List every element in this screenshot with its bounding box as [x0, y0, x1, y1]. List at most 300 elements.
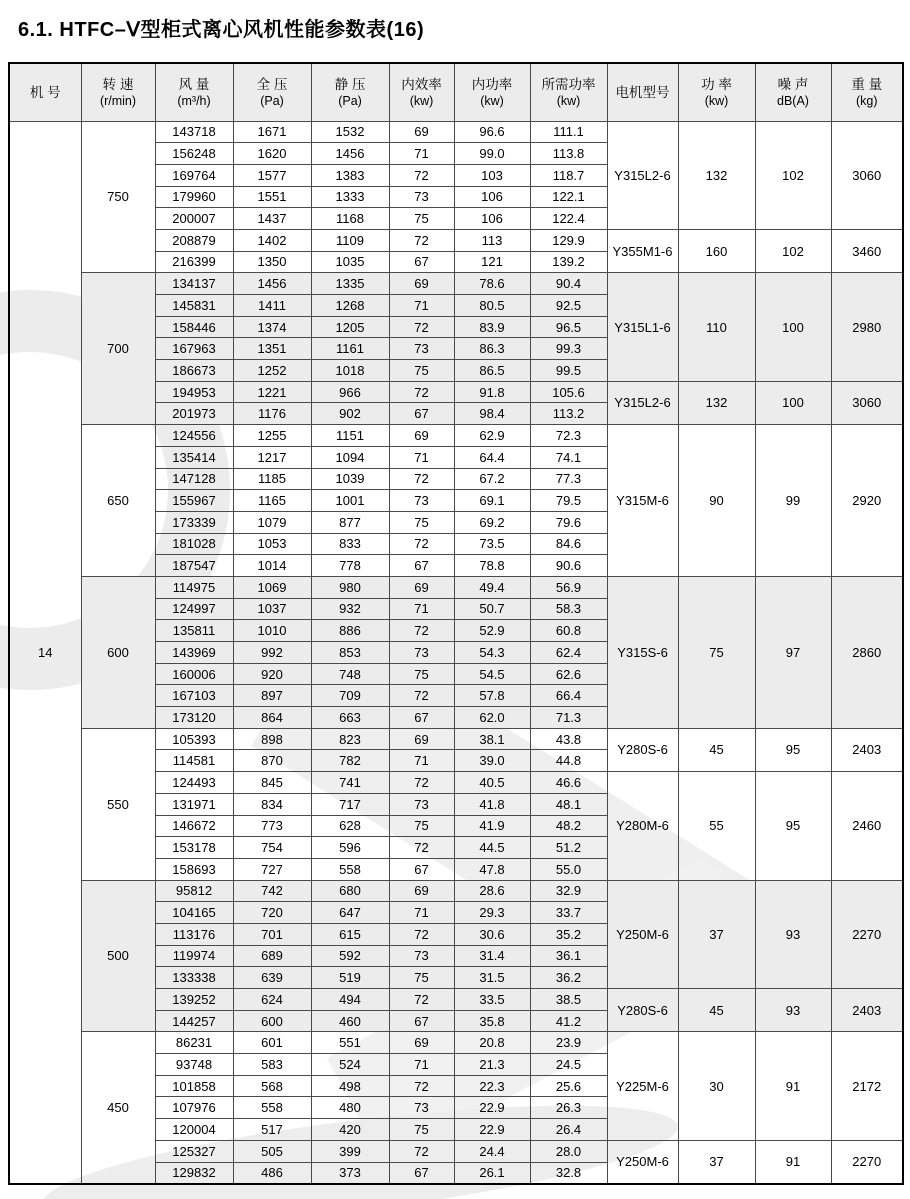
motor-weight-cell: 2403 [831, 728, 903, 771]
required-power-cell: 46.6 [530, 772, 607, 794]
column-header-name: 内效率 [401, 76, 442, 92]
table-row [9, 273, 903, 295]
column-header-internal-power [454, 63, 530, 121]
internal-efficiency-cell: 69 [389, 425, 454, 447]
motor-weight-cell: 3060 [831, 381, 903, 424]
total-pressure-cell: 701 [233, 923, 311, 945]
internal-efficiency-cell: 71 [389, 750, 454, 772]
required-power-cell: 96.5 [530, 316, 607, 338]
total-pressure-cell: 1411 [233, 295, 311, 317]
static-pressure-cell: 782 [311, 750, 389, 772]
static-pressure-cell: 420 [311, 1119, 389, 1141]
required-power-cell: 28.0 [530, 1140, 607, 1162]
air-volume-cell: 134137 [155, 273, 233, 295]
air-volume-cell: 146672 [155, 815, 233, 837]
air-volume-cell: 158446 [155, 316, 233, 338]
internal-efficiency-cell: 69 [389, 880, 454, 902]
motor-model-cell: Y280M-6 [607, 772, 678, 880]
required-power-cell: 139.2 [530, 251, 607, 273]
air-volume-cell: 167963 [155, 338, 233, 360]
internal-efficiency-cell: 67 [389, 858, 454, 880]
total-pressure-cell: 1351 [233, 338, 311, 360]
required-power-cell: 35.2 [530, 923, 607, 945]
internal-power-cell: 121 [454, 251, 530, 273]
total-pressure-cell: 845 [233, 772, 311, 794]
header-row [9, 63, 903, 121]
motor-power-cell: 37 [678, 880, 755, 988]
static-pressure-cell: 592 [311, 945, 389, 967]
motor-power-cell: 30 [678, 1032, 755, 1140]
static-pressure-cell: 932 [311, 598, 389, 620]
column-header-unit: (kg) [855, 93, 878, 108]
required-power-cell: 26.4 [530, 1119, 607, 1141]
motor-noise-cell: 100 [755, 381, 831, 424]
air-volume-cell: 93748 [155, 1054, 233, 1076]
column-header-name: 电机型号 [615, 84, 670, 100]
table-row [9, 425, 903, 447]
total-pressure-cell: 1165 [233, 490, 311, 512]
static-pressure-cell: 480 [311, 1097, 389, 1119]
internal-efficiency-cell: 75 [389, 815, 454, 837]
internal-efficiency-cell: 75 [389, 511, 454, 533]
air-volume-cell: 120004 [155, 1119, 233, 1141]
internal-efficiency-cell: 71 [389, 1054, 454, 1076]
required-power-cell: 36.1 [530, 945, 607, 967]
air-volume-cell: 133338 [155, 967, 233, 989]
motor-model-cell: Y315L2-6 [607, 121, 678, 229]
static-pressure-cell: 1532 [311, 121, 389, 143]
internal-power-cell: 29.3 [454, 902, 530, 924]
air-volume-cell: 101858 [155, 1075, 233, 1097]
air-volume-cell: 104165 [155, 902, 233, 924]
column-header-weight [831, 63, 903, 121]
air-volume-cell: 135414 [155, 446, 233, 468]
total-pressure-cell: 742 [233, 880, 311, 902]
motor-weight-cell: 2270 [831, 1140, 903, 1183]
static-pressure-cell: 1168 [311, 208, 389, 230]
internal-power-cell: 67.2 [454, 468, 530, 490]
static-pressure-cell: 966 [311, 381, 389, 403]
air-volume-cell: 201973 [155, 403, 233, 425]
air-volume-cell: 167103 [155, 685, 233, 707]
air-volume-cell: 95812 [155, 880, 233, 902]
motor-noise-cell: 100 [755, 273, 831, 381]
air-volume-cell: 144257 [155, 1010, 233, 1032]
internal-efficiency-cell: 69 [389, 121, 454, 143]
fan-performance-table [8, 62, 904, 1185]
internal-power-cell: 21.3 [454, 1054, 530, 1076]
total-pressure-cell: 1456 [233, 273, 311, 295]
table-body [9, 121, 903, 1184]
column-header-noise [755, 63, 831, 121]
required-power-cell: 44.8 [530, 750, 607, 772]
internal-efficiency-cell: 72 [389, 316, 454, 338]
static-pressure-cell: 748 [311, 663, 389, 685]
internal-power-cell: 113 [454, 229, 530, 251]
static-pressure-cell: 460 [311, 1010, 389, 1032]
column-header-unit: (kw) [704, 93, 729, 108]
air-volume-cell: 143718 [155, 121, 233, 143]
internal-efficiency-cell: 72 [389, 381, 454, 403]
internal-efficiency-cell: 72 [389, 468, 454, 490]
air-volume-cell: 181028 [155, 533, 233, 555]
required-power-cell: 72.3 [530, 425, 607, 447]
column-header-motor-model [607, 63, 678, 121]
internal-efficiency-cell: 75 [389, 967, 454, 989]
column-header-name: 重 量 [851, 76, 883, 92]
internal-power-cell: 38.1 [454, 728, 530, 750]
motor-model-cell: Y315L2-6 [607, 381, 678, 424]
column-header-name: 所需功率 [541, 76, 596, 92]
internal-power-cell: 47.8 [454, 858, 530, 880]
internal-power-cell: 41.8 [454, 793, 530, 815]
motor-power-cell: 75 [678, 576, 755, 728]
internal-power-cell: 69.2 [454, 511, 530, 533]
required-power-cell: 105.6 [530, 381, 607, 403]
motor-weight-cell: 2172 [831, 1032, 903, 1140]
motor-model-cell: Y315L1-6 [607, 273, 678, 381]
static-pressure-cell: 1151 [311, 425, 389, 447]
motor-model-cell: Y225M-6 [607, 1032, 678, 1140]
required-power-cell: 90.6 [530, 555, 607, 577]
static-pressure-cell: 558 [311, 858, 389, 880]
internal-power-cell: 62.0 [454, 707, 530, 729]
static-pressure-cell: 519 [311, 967, 389, 989]
static-pressure-cell: 823 [311, 728, 389, 750]
required-power-cell: 32.8 [530, 1162, 607, 1184]
internal-power-cell: 106 [454, 208, 530, 230]
motor-noise-cell: 91 [755, 1140, 831, 1183]
internal-power-cell: 30.6 [454, 923, 530, 945]
static-pressure-cell: 663 [311, 707, 389, 729]
motor-noise-cell: 102 [755, 121, 831, 229]
required-power-cell: 84.6 [530, 533, 607, 555]
total-pressure-cell: 1014 [233, 555, 311, 577]
internal-power-cell: 22.9 [454, 1119, 530, 1141]
internal-power-cell: 78.6 [454, 273, 530, 295]
required-power-cell: 24.5 [530, 1054, 607, 1076]
motor-weight-cell: 2860 [831, 576, 903, 728]
total-pressure-cell: 1185 [233, 468, 311, 490]
motor-model-cell: Y280S-6 [607, 728, 678, 771]
static-pressure-cell: 680 [311, 880, 389, 902]
total-pressure-cell: 517 [233, 1119, 311, 1141]
air-volume-cell: 160006 [155, 663, 233, 685]
internal-power-cell: 22.9 [454, 1097, 530, 1119]
air-volume-cell: 124997 [155, 598, 233, 620]
required-power-cell: 48.1 [530, 793, 607, 815]
speed-cell: 700 [81, 273, 155, 425]
required-power-cell: 25.6 [530, 1075, 607, 1097]
static-pressure-cell: 717 [311, 793, 389, 815]
total-pressure-cell: 1671 [233, 121, 311, 143]
motor-power-cell: 45 [678, 728, 755, 771]
column-header-name: 静 压 [334, 76, 366, 92]
column-header-name: 功 率 [701, 76, 732, 92]
page-title: 6.1. HTFC–Ⅴ型柜式离心风机性能参数表(16) [18, 19, 425, 41]
internal-efficiency-cell: 75 [389, 1119, 454, 1141]
column-header-power [678, 63, 755, 121]
required-power-cell: 48.2 [530, 815, 607, 837]
static-pressure-cell: 1001 [311, 490, 389, 512]
required-power-cell: 113.8 [530, 143, 607, 165]
total-pressure-cell: 486 [233, 1162, 311, 1184]
air-volume-cell: 156248 [155, 143, 233, 165]
air-volume-cell: 145831 [155, 295, 233, 317]
internal-efficiency-cell: 72 [389, 772, 454, 794]
internal-efficiency-cell: 75 [389, 663, 454, 685]
total-pressure-cell: 920 [233, 663, 311, 685]
air-volume-cell: 158693 [155, 858, 233, 880]
motor-weight-cell: 2920 [831, 425, 903, 577]
internal-power-cell: 33.5 [454, 989, 530, 1011]
static-pressure-cell: 886 [311, 620, 389, 642]
internal-power-cell: 39.0 [454, 750, 530, 772]
total-pressure-cell: 558 [233, 1097, 311, 1119]
required-power-cell: 79.6 [530, 511, 607, 533]
required-power-cell: 23.9 [530, 1032, 607, 1054]
internal-efficiency-cell: 72 [389, 837, 454, 859]
motor-power-cell: 160 [678, 229, 755, 272]
internal-power-cell: 44.5 [454, 837, 530, 859]
air-volume-cell: 139252 [155, 989, 233, 1011]
required-power-cell: 32.9 [530, 880, 607, 902]
motor-noise-cell: 97 [755, 576, 831, 728]
column-header-unit: (kw) [480, 93, 504, 108]
static-pressure-cell: 498 [311, 1075, 389, 1097]
total-pressure-cell: 689 [233, 945, 311, 967]
internal-power-cell: 54.3 [454, 642, 530, 664]
required-power-cell: 58.3 [530, 598, 607, 620]
column-header-name: 噪 声 [777, 76, 809, 92]
total-pressure-cell: 1577 [233, 164, 311, 186]
total-pressure-cell: 1221 [233, 381, 311, 403]
internal-power-cell: 22.3 [454, 1075, 530, 1097]
required-power-cell: 51.2 [530, 837, 607, 859]
internal-efficiency-cell: 69 [389, 273, 454, 295]
internal-power-cell: 86.3 [454, 338, 530, 360]
air-volume-cell: 125327 [155, 1140, 233, 1162]
internal-efficiency-cell: 69 [389, 1032, 454, 1054]
internal-power-cell: 106 [454, 186, 530, 208]
required-power-cell: 43.8 [530, 728, 607, 750]
internal-efficiency-cell: 72 [389, 1075, 454, 1097]
required-power-cell: 79.5 [530, 490, 607, 512]
table-row [9, 576, 903, 598]
motor-model-cell: Y355M1-6 [607, 229, 678, 272]
internal-power-cell: 52.9 [454, 620, 530, 642]
required-power-cell: 66.4 [530, 685, 607, 707]
internal-power-cell: 28.6 [454, 880, 530, 902]
motor-power-cell: 90 [678, 425, 755, 577]
air-volume-cell: 129832 [155, 1162, 233, 1184]
static-pressure-cell: 1268 [311, 295, 389, 317]
internal-efficiency-cell: 73 [389, 793, 454, 815]
internal-efficiency-cell: 73 [389, 1097, 454, 1119]
internal-power-cell: 64.4 [454, 446, 530, 468]
speed-cell: 450 [81, 1032, 155, 1184]
internal-power-cell: 86.5 [454, 360, 530, 382]
air-volume-cell: 107976 [155, 1097, 233, 1119]
internal-efficiency-cell: 67 [389, 555, 454, 577]
internal-efficiency-cell: 73 [389, 186, 454, 208]
air-volume-cell: 147128 [155, 468, 233, 490]
internal-power-cell: 96.6 [454, 121, 530, 143]
column-header-air-volume [155, 63, 233, 121]
internal-power-cell: 57.8 [454, 685, 530, 707]
required-power-cell: 41.2 [530, 1010, 607, 1032]
motor-noise-cell: 91 [755, 1032, 831, 1140]
static-pressure-cell: 1094 [311, 446, 389, 468]
static-pressure-cell: 980 [311, 576, 389, 598]
static-pressure-cell: 1161 [311, 338, 389, 360]
air-volume-cell: 194953 [155, 381, 233, 403]
required-power-cell: 62.4 [530, 642, 607, 664]
internal-power-cell: 24.4 [454, 1140, 530, 1162]
internal-power-cell: 80.5 [454, 295, 530, 317]
internal-efficiency-cell: 73 [389, 945, 454, 967]
required-power-cell: 122.4 [530, 208, 607, 230]
motor-weight-cell: 2403 [831, 989, 903, 1032]
internal-efficiency-cell: 67 [389, 251, 454, 273]
air-volume-cell: 208879 [155, 229, 233, 251]
total-pressure-cell: 583 [233, 1054, 311, 1076]
internal-power-cell: 99.0 [454, 143, 530, 165]
static-pressure-cell: 596 [311, 837, 389, 859]
internal-efficiency-cell: 75 [389, 208, 454, 230]
internal-efficiency-cell: 67 [389, 1162, 454, 1184]
air-volume-cell: 124556 [155, 425, 233, 447]
motor-weight-cell: 2460 [831, 772, 903, 880]
internal-efficiency-cell: 75 [389, 360, 454, 382]
required-power-cell: 118.7 [530, 164, 607, 186]
static-pressure-cell: 709 [311, 685, 389, 707]
total-pressure-cell: 1037 [233, 598, 311, 620]
air-volume-cell: 114581 [155, 750, 233, 772]
static-pressure-cell: 399 [311, 1140, 389, 1162]
motor-power-cell: 110 [678, 273, 755, 381]
total-pressure-cell: 1620 [233, 143, 311, 165]
motor-noise-cell: 93 [755, 880, 831, 988]
machine-no-cell: 14 [9, 121, 81, 1184]
motor-weight-cell: 3460 [831, 229, 903, 272]
column-header-unit: (Pa) [260, 93, 284, 108]
required-power-cell: 55.0 [530, 858, 607, 880]
total-pressure-cell: 992 [233, 642, 311, 664]
column-header-internal-efficiency [389, 63, 454, 121]
static-pressure-cell: 1018 [311, 360, 389, 382]
total-pressure-cell: 1551 [233, 186, 311, 208]
internal-efficiency-cell: 72 [389, 620, 454, 642]
static-pressure-cell: 373 [311, 1162, 389, 1184]
column-header-total-pressure [233, 63, 311, 121]
air-volume-cell: 179960 [155, 186, 233, 208]
internal-efficiency-cell: 73 [389, 642, 454, 664]
internal-efficiency-cell: 67 [389, 1010, 454, 1032]
internal-efficiency-cell: 69 [389, 576, 454, 598]
required-power-cell: 60.8 [530, 620, 607, 642]
required-power-cell: 71.3 [530, 707, 607, 729]
column-header-name: 转 速 [102, 76, 134, 92]
static-pressure-cell: 902 [311, 403, 389, 425]
total-pressure-cell: 1255 [233, 425, 311, 447]
required-power-cell: 122.1 [530, 186, 607, 208]
air-volume-cell: 216399 [155, 251, 233, 273]
air-volume-cell: 155967 [155, 490, 233, 512]
internal-power-cell: 41.9 [454, 815, 530, 837]
total-pressure-cell: 773 [233, 815, 311, 837]
column-header-speed [81, 63, 155, 121]
internal-power-cell: 31.5 [454, 967, 530, 989]
static-pressure-cell: 741 [311, 772, 389, 794]
internal-power-cell: 91.8 [454, 381, 530, 403]
column-header-unit: (kw) [556, 93, 581, 108]
air-volume-cell: 119974 [155, 945, 233, 967]
table-row [9, 880, 903, 902]
internal-efficiency-cell: 72 [389, 1140, 454, 1162]
table-row [9, 1032, 903, 1054]
internal-efficiency-cell: 71 [389, 143, 454, 165]
motor-weight-cell: 2270 [831, 880, 903, 988]
total-pressure-cell: 639 [233, 967, 311, 989]
total-pressure-cell: 1437 [233, 208, 311, 230]
air-volume-cell: 169764 [155, 164, 233, 186]
column-header-machine-no [9, 63, 81, 121]
motor-noise-cell: 95 [755, 728, 831, 771]
table-row [9, 121, 903, 143]
motor-model-cell: Y280S-6 [607, 989, 678, 1032]
total-pressure-cell: 1079 [233, 511, 311, 533]
static-pressure-cell: 615 [311, 923, 389, 945]
air-volume-cell: 105393 [155, 728, 233, 750]
total-pressure-cell: 1069 [233, 576, 311, 598]
total-pressure-cell: 720 [233, 902, 311, 924]
required-power-cell: 77.3 [530, 468, 607, 490]
internal-efficiency-cell: 71 [389, 446, 454, 468]
total-pressure-cell: 754 [233, 837, 311, 859]
static-pressure-cell: 1333 [311, 186, 389, 208]
static-pressure-cell: 1035 [311, 251, 389, 273]
motor-noise-cell: 99 [755, 425, 831, 577]
motor-model-cell: Y315S-6 [607, 576, 678, 728]
required-power-cell: 92.5 [530, 295, 607, 317]
internal-efficiency-cell: 71 [389, 598, 454, 620]
column-header-unit: (kw) [409, 93, 434, 108]
required-power-cell: 36.2 [530, 967, 607, 989]
total-pressure-cell: 1176 [233, 403, 311, 425]
motor-power-cell: 132 [678, 381, 755, 424]
motor-power-cell: 132 [678, 121, 755, 229]
speed-cell: 500 [81, 880, 155, 1032]
internal-power-cell: 98.4 [454, 403, 530, 425]
internal-power-cell: 50.7 [454, 598, 530, 620]
internal-efficiency-cell: 67 [389, 707, 454, 729]
internal-efficiency-cell: 71 [389, 295, 454, 317]
air-volume-cell: 173339 [155, 511, 233, 533]
total-pressure-cell: 624 [233, 989, 311, 1011]
total-pressure-cell: 1402 [233, 229, 311, 251]
air-volume-cell: 153178 [155, 837, 233, 859]
static-pressure-cell: 1456 [311, 143, 389, 165]
required-power-cell: 74.1 [530, 446, 607, 468]
static-pressure-cell: 778 [311, 555, 389, 577]
column-header-unit: (r/min) [99, 93, 137, 108]
air-volume-cell: 124493 [155, 772, 233, 794]
static-pressure-cell: 877 [311, 511, 389, 533]
motor-model-cell: Y250M-6 [607, 880, 678, 988]
air-volume-cell: 135811 [155, 620, 233, 642]
static-pressure-cell: 628 [311, 815, 389, 837]
